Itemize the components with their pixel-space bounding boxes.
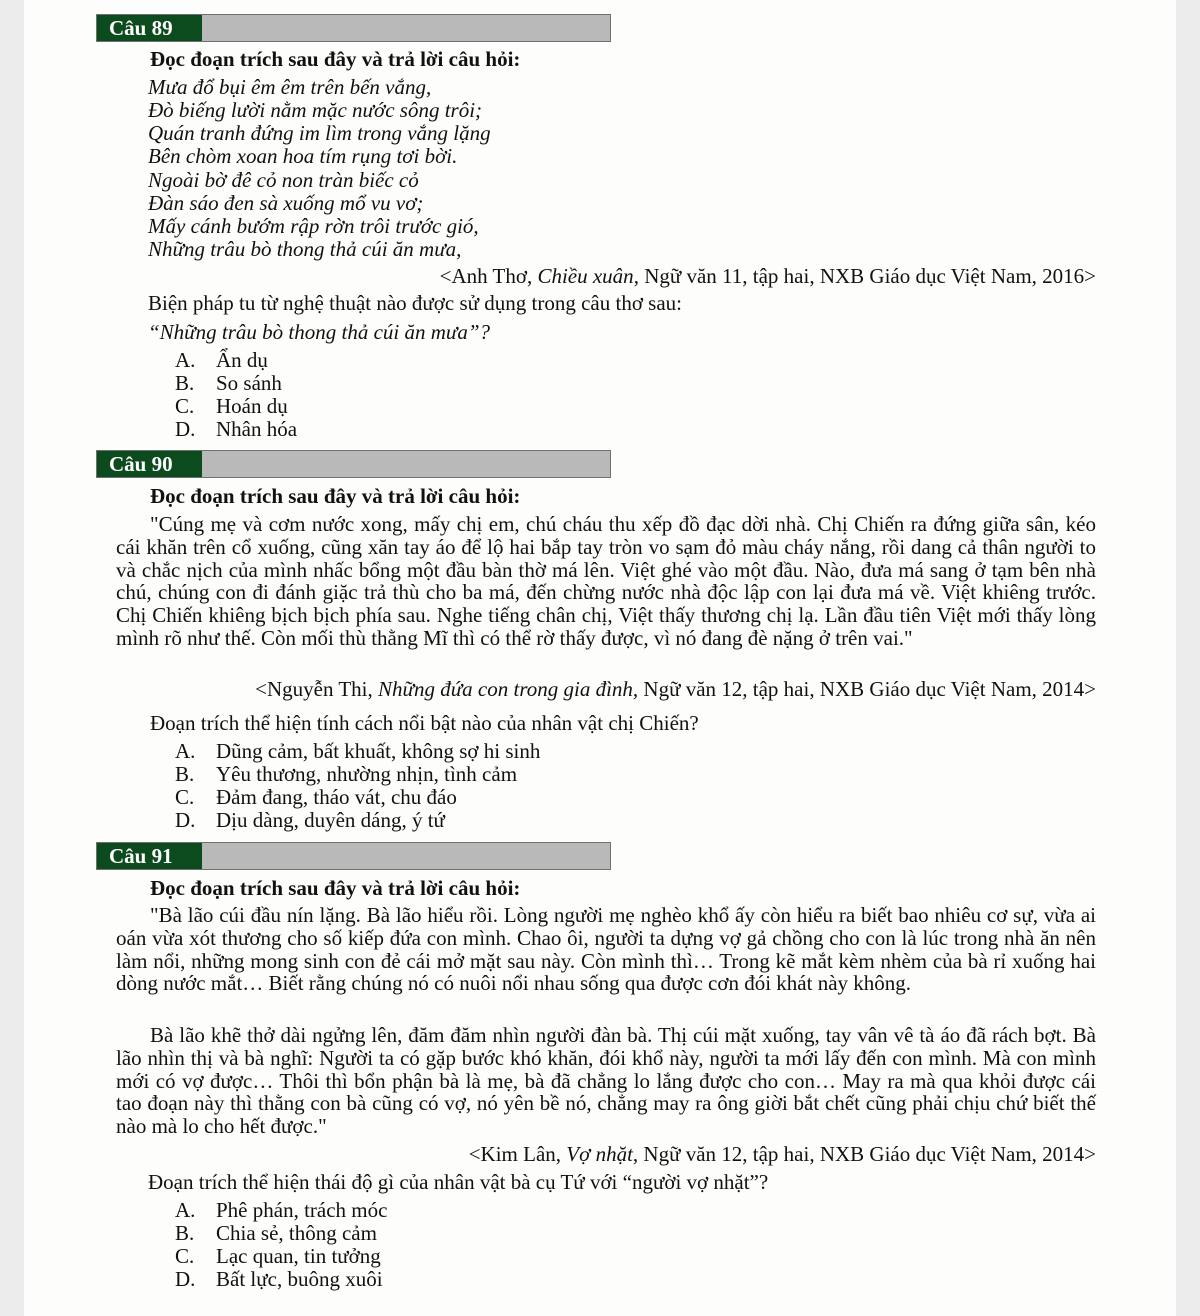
question-91-header	[96, 842, 611, 870]
answer-option[interactable]: B. Chia sẻ, thông cảm	[175, 1221, 377, 1245]
answer-option[interactable]: C. Đảm đang, tháo vát, chu đáo	[175, 785, 457, 809]
question-90-source: <Nguyễn Thi, Những đứa con trong gia đình, Ngữ văn 12, tập hai, NXB Giáo dục Việt Nam, 2014>	[255, 677, 1096, 701]
exam-page	[24, 0, 1176, 1316]
poem-line: Mấy cánh bướm rập rờn trôi trước gió,	[148, 214, 479, 238]
question-91-instruction: Đọc đoạn trích sau đây và trả lời câu hỏi:	[150, 876, 521, 900]
question-90-header	[96, 450, 611, 478]
question-91-prompt: Đoạn trích thể hiện thái độ gì của nhân vật bà cụ Tứ với “người vợ nhặt”?	[148, 1170, 769, 1194]
answer-option[interactable]: D. Dịu dàng, duyên dáng, ý tứ	[175, 808, 445, 832]
question-90-passage: "Cúng mẹ và cơm nước xong, mấy chị em, chú cháu thu xếp đồ đạc dời nhà. Chị Chiến ra đứng giữa sân, kéo cái khăn trên cổ xuống, cũng xăn tay áo để lộ hai bắp tay tròn vo sạm đỏ màu cháy nắng, rồi dang cả thân người to và chắc nịch của mình nhấc bổng một đầu bàn thờ má lên. Việt ghé vào một đầu. Nào, đưa má sang ở tạm bên nhà chú, chúng con đi đánh giặc trả thù cho ba má, đến chừng nước nhà độc lập con lại đưa má về. Việt khiêng trước. Chị Chiến khiêng bịch bịch phía sau. Nghe tiếng chân chị, Việt thấy thương chị lạ. Lần đầu tiên Việt mới thấy lòng mình rõ như thế. Còn mối thù thằng Mĩ thì có thể rờ thấy được, vì nó đang đè nặng ở trên vai."	[116, 512, 1096, 650]
question-91-passage-2: Bà lão khẽ thở dài ngửng lên, đăm đăm nhìn người đàn bà. Thị cúi mặt xuống, tay vân vê tà áo đã rách bợt. Bà lão nhìn thị và bà nghĩ: Người ta có gặp bước khó khăn, đói khổ này, người ta mới lấy đến con mình. Mà con mình mới có vợ được… Thôi thì bổn phận bà là mẹ, bà đã chẳng lo lắng được cho con… May ra mà qua khỏi được cái tao đoạn này thì thằng con bà cũng có vợ, nó yên bề nó, chẳng may ra ông giời bắt chết cũng phải chịu chứ biết thế nào mà lo cho hết được."	[116, 1023, 1096, 1139]
poem-line: Đàn sáo đen sà xuống mổ vu vơ;	[148, 191, 424, 215]
question-91-label: Câu 91	[97, 843, 202, 869]
question-89-label: Câu 89	[97, 15, 202, 41]
poem-line: Bên chòm xoan hoa tím rụng tơi bời.	[148, 144, 458, 168]
question-89-prompt: Biện pháp tu từ nghệ thuật nào được sử dụng trong câu thơ sau:	[148, 291, 683, 315]
poem-line: Những trâu bò thong thả cúi ăn mưa,	[148, 237, 462, 261]
question-90-instruction: Đọc đoạn trích sau đây và trả lời câu hỏi:	[150, 484, 521, 508]
source-title: Những đứa con trong gia đình,	[378, 677, 639, 701]
question-91-passage-1: "Bà lão cúi đầu nín lặng. Bà lão hiểu rồi. Lòng người mẹ nghèo khổ ấy còn hiểu ra biết bao nhiêu cơ sự, vừa ai oán vừa xót thương cho số kiếp đứa con mình. Chao ôi, người ta dựng vợ gả chồng cho con là lúc trong nhà ăn nên làm nổi, những mong sinh con đẻ cái mở mặt sau này. Còn mình thì… Trong kẽ mắt kèm nhèm của bà rỉ xuống hai dòng nước mắt… Biết rằng chúng nó có nuôi nổi nhau sống qua được cơn đói khát này không.	[116, 903, 1096, 996]
question-89-source: <Anh Thơ, Chiều xuân, Ngữ văn 11, tập hai, NXB Giáo dục Việt Nam, 2016>	[439, 264, 1096, 288]
answer-option[interactable]: C. Lạc quan, tin tưởng	[175, 1244, 381, 1268]
poem-line: Đò biếng lười nằm mặc nước sông trôi;	[148, 98, 483, 122]
header-bar	[202, 843, 610, 869]
answer-option[interactable]: A. Ẩn dụ	[175, 348, 268, 372]
answer-option[interactable]: A. Dũng cảm, bất khuất, không sợ hi sinh	[175, 739, 541, 763]
poem-line: Quán tranh đứng im lìm trong vắng lặng	[148, 121, 491, 145]
answer-option[interactable]: B. So sánh	[175, 371, 282, 395]
question-91-source: <Kim Lân, Vợ nhặt, Ngữ văn 12, tập hai, NXB Giáo dục Việt Nam, 2014>	[468, 1142, 1096, 1166]
answer-option[interactable]: C. Hoán dụ	[175, 394, 288, 418]
source-title: Chiều xuân	[537, 264, 634, 288]
answer-option[interactable]: D. Bất lực, buông xuôi	[175, 1267, 383, 1291]
header-bar	[202, 451, 610, 477]
question-89-header	[96, 14, 611, 42]
poem-line: Mưa đổ bụi êm êm trên bến vắng,	[148, 75, 432, 99]
question-90-label: Câu 90	[97, 451, 202, 477]
source-title: Vợ nhặt	[566, 1142, 633, 1166]
question-89-instruction: Đọc đoạn trích sau đây và trả lời câu hỏi:	[150, 47, 521, 71]
question-90-prompt: Đoạn trích thể hiện tính cách nổi bật nào của nhân vật chị Chiến?	[150, 711, 699, 735]
answer-option[interactable]: D. Nhân hóa	[175, 417, 298, 441]
header-bar	[202, 15, 610, 41]
answer-option[interactable]: A. Phê phán, trách móc	[175, 1198, 388, 1222]
question-89-quote: “Những trâu bò thong thả cúi ăn mưa”?	[148, 320, 491, 344]
answer-option[interactable]: B. Yêu thương, nhường nhịn, tình cảm	[175, 762, 518, 786]
poem-line: Ngoài bờ đê cỏ non tràn biếc cỏ	[148, 168, 419, 192]
